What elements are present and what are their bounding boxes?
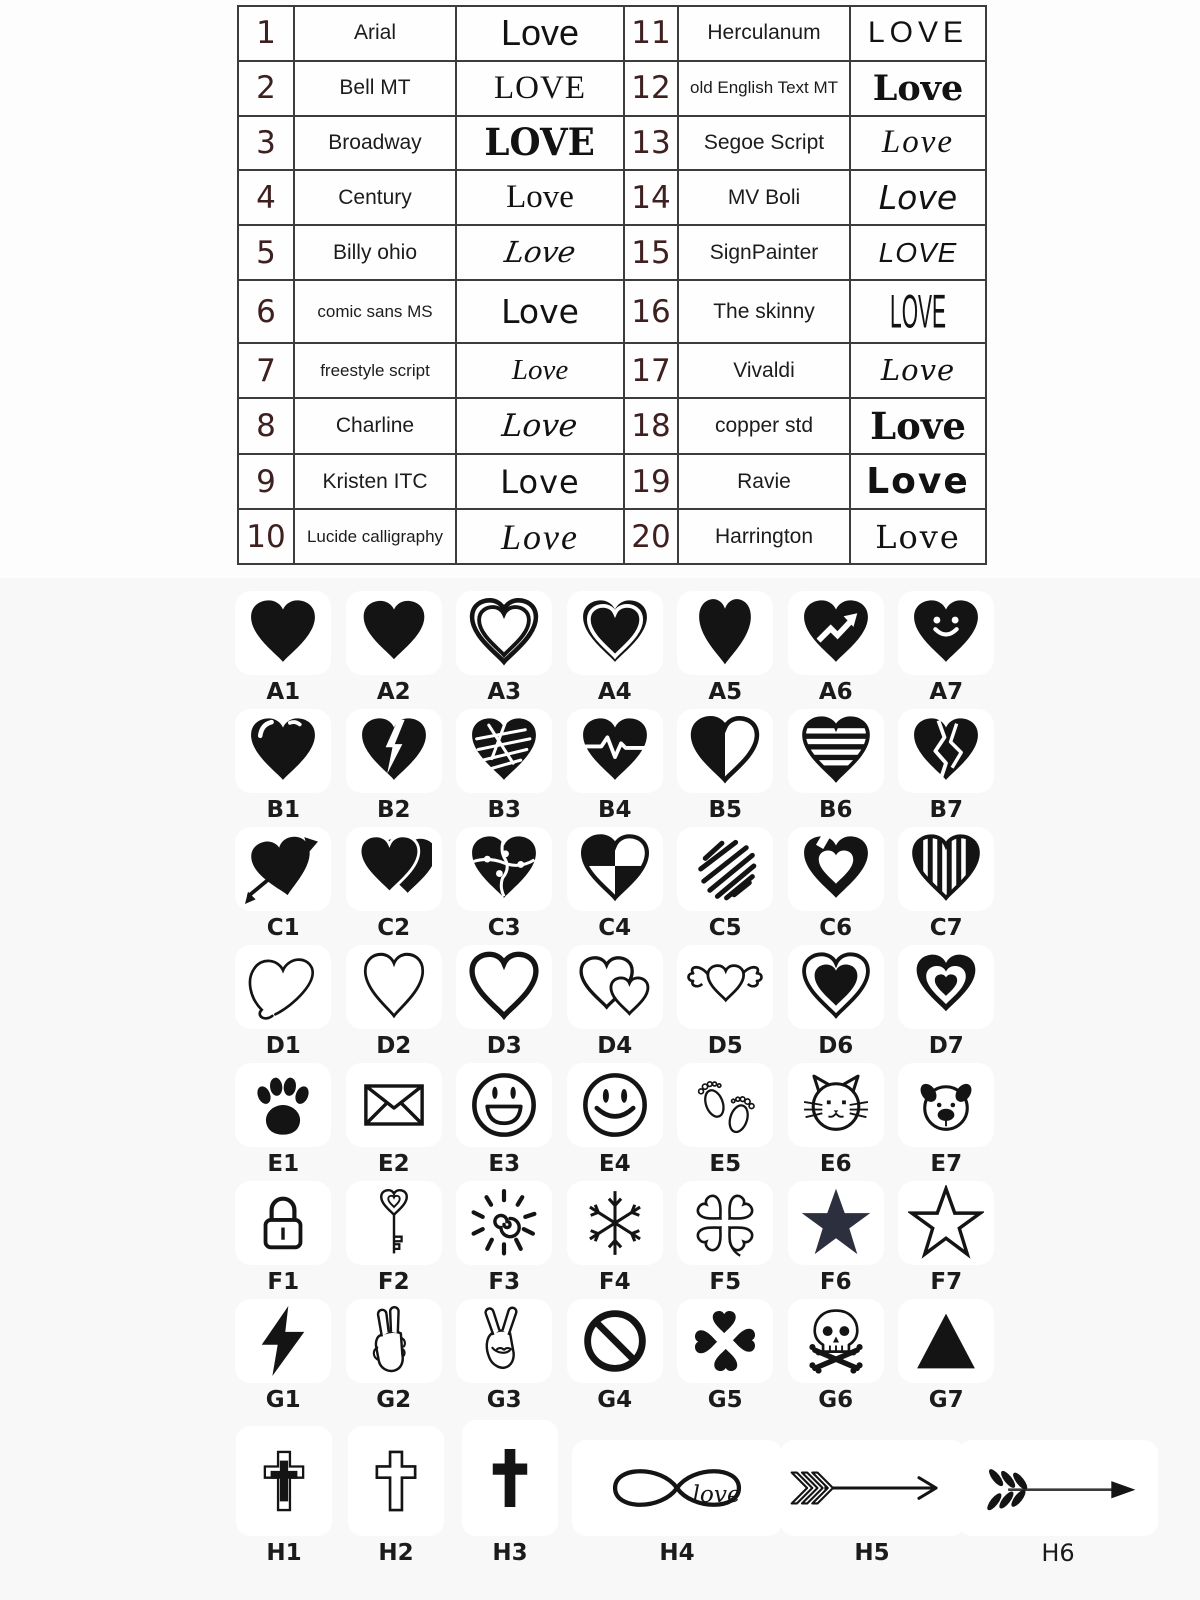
font-name: MV Boli [678, 170, 850, 225]
font-number: 2 [238, 61, 294, 116]
symbol-label: B4 [597, 797, 632, 823]
heart-horizontal-stripes-icon [788, 709, 884, 793]
symbol-cell [560, 588, 671, 706]
font-preview: LOVE [456, 116, 624, 171]
symbol-label: C2 [377, 915, 411, 941]
heart-puzzle-icon [456, 827, 552, 911]
cross-solid-icon [462, 1420, 558, 1536]
font-number: 20 [624, 509, 678, 564]
heart-half-solid-icon [677, 709, 773, 793]
symbol-cell [228, 1296, 339, 1414]
infinity-word: love [692, 1480, 741, 1508]
symbol-label: F1 [267, 1269, 300, 1295]
prohibition-sign-icon [567, 1299, 663, 1383]
font-number: 5 [238, 225, 294, 280]
symbol-cell [228, 1178, 339, 1296]
symbol-cell [449, 1060, 560, 1178]
symbol-cell [339, 706, 450, 824]
symbol-label: E5 [709, 1151, 742, 1177]
symbol-cell [339, 1060, 450, 1178]
symbol-label: G2 [376, 1387, 412, 1413]
font-name: The skinny [678, 280, 850, 343]
symbol-label: E1 [267, 1151, 300, 1177]
font-preview: Love [456, 280, 624, 343]
heart-arrow-pierced-icon [235, 827, 331, 911]
symbol-cell [228, 942, 339, 1060]
symbol-cell [891, 1296, 1002, 1414]
symbol-label: G7 [928, 1387, 964, 1413]
font-name: Vivaldi [678, 343, 850, 398]
font-number: 4 [238, 170, 294, 225]
symbol-cell [958, 1440, 1158, 1567]
symbol-label: G3 [486, 1387, 522, 1413]
symbol-label: A3 [487, 679, 522, 705]
chevron-arrow-icon [780, 1440, 965, 1536]
font-number: 6 [238, 280, 294, 343]
symbol-cell [781, 1178, 892, 1296]
symbol-label: C5 [708, 915, 742, 941]
symbol-label: B1 [266, 797, 301, 823]
font-name: Charline [294, 398, 456, 454]
font-row [238, 170, 986, 225]
clover-outline-icon [677, 1181, 773, 1265]
symbol-cell [449, 824, 560, 942]
heart-quartered-icon [567, 827, 663, 911]
font-preview: LOVE [850, 280, 986, 343]
symbol-label: B7 [929, 797, 964, 823]
symbol-cell [228, 1060, 339, 1178]
font-number: 16 [624, 280, 678, 343]
symbol-label: D7 [928, 1033, 964, 1059]
triangle-solid-icon [898, 1299, 994, 1383]
symbol-label: F6 [819, 1269, 852, 1295]
symbol-cell [560, 1178, 671, 1296]
star-outline-icon [898, 1181, 994, 1265]
symbol-row-h [228, 1420, 1158, 1567]
font-number: 3 [238, 116, 294, 171]
heart-scribble-cover-icon [456, 709, 552, 793]
font-number: 11 [624, 6, 678, 61]
symbol-label: H5 [854, 1540, 890, 1566]
font-preview: Love [456, 454, 624, 509]
symbol-label: A1 [266, 679, 301, 705]
font-name: Herculanum [678, 6, 850, 61]
font-preview: Love [850, 454, 986, 509]
symbol-cell [339, 1296, 450, 1414]
symbol-label: F4 [598, 1269, 631, 1295]
symbol-cell [891, 706, 1002, 824]
symbol-cell [891, 942, 1002, 1060]
smiley-face-icon [567, 1063, 663, 1147]
font-preview: Love [850, 343, 986, 398]
heart-solid-round-icon [346, 591, 442, 675]
symbol-cell [339, 942, 450, 1060]
font-preview: Love [456, 343, 624, 398]
symbol-cell [891, 1178, 1002, 1296]
symbol-label: H3 [492, 1540, 528, 1566]
heart-outline-solid-center-icon [788, 945, 884, 1029]
heart-trend-arrow-icon [788, 591, 884, 675]
symbol-cell [449, 942, 560, 1060]
symbol-cell [781, 588, 892, 706]
symbol-cell [781, 706, 892, 824]
font-name: freestyle script [294, 343, 456, 398]
symbol-cell [449, 1178, 560, 1296]
symbol-cell [670, 942, 781, 1060]
font-preview: Love [456, 6, 624, 61]
font-name: Billy ohio [294, 225, 456, 280]
symbol-cell [228, 706, 339, 824]
font-row [238, 280, 986, 343]
font-preview: LOVE [850, 6, 986, 61]
font-name: Arial [294, 6, 456, 61]
font-preview: Love [850, 170, 986, 225]
font-preview: Love [850, 116, 986, 171]
symbol-label: G6 [818, 1387, 854, 1413]
font-number: 12 [624, 61, 678, 116]
font-preview: Love [456, 170, 624, 225]
font-name: Ravie [678, 454, 850, 509]
symbol-label: B6 [818, 797, 853, 823]
symbol-label: H6 [1041, 1539, 1075, 1567]
font-number: 1 [238, 6, 294, 61]
font-preview: Love [456, 225, 624, 280]
heart-crack-icon [346, 709, 442, 793]
symbol-cell [560, 1060, 671, 1178]
symbol-label: E7 [930, 1151, 963, 1177]
heart-smiley-icon [898, 591, 994, 675]
symbol-label: A5 [708, 679, 743, 705]
symbol-cell [339, 824, 450, 942]
symbol-cell [228, 824, 339, 942]
baby-footprints-icon [677, 1063, 773, 1147]
symbol-cell [228, 588, 339, 706]
font-preview: Love [456, 398, 624, 454]
symbol-cell [560, 942, 671, 1060]
font-preview: Love [456, 509, 624, 564]
symbol-label: C1 [266, 915, 300, 941]
font-number: 13 [624, 116, 678, 171]
symbol-label: C3 [487, 915, 521, 941]
symbol-label: E6 [819, 1151, 852, 1177]
symbol-label: A7 [929, 679, 964, 705]
symbol-label: D3 [486, 1033, 522, 1059]
symbol-cell [781, 824, 892, 942]
symbol-label: E3 [488, 1151, 521, 1177]
font-row [238, 225, 986, 280]
font-row [238, 116, 986, 171]
symbol-label: D5 [707, 1033, 743, 1059]
symbol-label: E4 [598, 1151, 631, 1177]
symbol-cell [891, 588, 1002, 706]
font-preview: Love [850, 398, 986, 454]
font-number: 7 [238, 343, 294, 398]
font-number: 15 [624, 225, 678, 280]
symbol-label: C7 [929, 915, 963, 941]
symbol-cell [560, 824, 671, 942]
symbol-cell [560, 1296, 671, 1414]
font-name: Lucide calligraphy [294, 509, 456, 564]
symbol-cell [449, 706, 560, 824]
heart-ribbon-icon [788, 827, 884, 911]
font-preview: Love [850, 509, 986, 564]
symbol-label: D2 [376, 1033, 412, 1059]
cross-outline-icon [348, 1426, 444, 1536]
font-number: 8 [238, 398, 294, 454]
symbol-cell [568, 1440, 786, 1567]
heart-heartbeat-icon [567, 709, 663, 793]
symbol-cell [670, 588, 781, 706]
font-number: 9 [238, 454, 294, 509]
symbol-cell [891, 1060, 1002, 1178]
symbol-cell [781, 942, 892, 1060]
heart-outline-curl-icon [235, 945, 331, 1029]
symbol-cell [670, 706, 781, 824]
font-name: copper std [678, 398, 850, 454]
snowflake-icon [567, 1181, 663, 1265]
font-row [238, 343, 986, 398]
symbol-label: B5 [708, 797, 743, 823]
laughing-face-icon [456, 1063, 552, 1147]
symbol-label: A2 [376, 679, 411, 705]
font-name: comic sans MS [294, 280, 456, 343]
hearts-overlapping-outline-icon [567, 945, 663, 1029]
symbol-label: D1 [265, 1033, 301, 1059]
symbol-label: G1 [265, 1387, 301, 1413]
font-number: 19 [624, 454, 678, 509]
paw-print-icon [235, 1063, 331, 1147]
font-name: SignPainter [678, 225, 850, 280]
symbol-cell [781, 1296, 892, 1414]
symbol-label: F2 [377, 1269, 410, 1295]
symbol-cell [670, 1296, 781, 1414]
font-preview: LOVE [456, 61, 624, 116]
heart-shattered-icon [898, 709, 994, 793]
symbol-cell [449, 1296, 560, 1414]
cat-face-icon [788, 1063, 884, 1147]
hearts-overlapping-solid-icon [346, 827, 442, 911]
heart-shine-icon [235, 709, 331, 793]
heart-vertical-stripes-icon [898, 827, 994, 911]
symbol-label: F5 [709, 1269, 742, 1295]
doodle-sun-icon [456, 1181, 552, 1265]
font-name: Bell MT [294, 61, 456, 116]
font-row [238, 398, 986, 454]
symbol-label: C6 [819, 915, 853, 941]
symbol-cell [891, 824, 1002, 942]
symbol-label: F3 [488, 1269, 521, 1295]
font-number: 10 [238, 509, 294, 564]
lightning-bolt-icon [235, 1299, 331, 1383]
symbol-label: B3 [487, 797, 522, 823]
font-name: Broadway [294, 116, 456, 171]
dog-face-icon [898, 1063, 994, 1147]
symbol-cell [228, 1426, 340, 1567]
victory-hand-icon [346, 1299, 442, 1383]
symbol-cell [340, 1426, 452, 1567]
heart-inner-outline-icon [567, 591, 663, 675]
heart-outline-thick-icon [456, 945, 552, 1029]
heart-bullseye-icon [898, 945, 994, 1029]
symbol-label: D4 [597, 1033, 633, 1059]
symbol-label: G5 [707, 1387, 743, 1413]
font-name: Harrington [678, 509, 850, 564]
padlock-icon [235, 1181, 331, 1265]
heart-outline-thin-icon [346, 945, 442, 1029]
heart-key-icon [346, 1181, 442, 1265]
heart-solid-tall-icon [677, 591, 773, 675]
font-row [238, 61, 986, 116]
symbol-cell [449, 588, 560, 706]
font-number: 14 [624, 170, 678, 225]
heart-sketch-scribble-icon [677, 827, 773, 911]
star-solid-icon [788, 1181, 884, 1265]
symbol-label: H2 [378, 1540, 414, 1566]
font-row [238, 509, 986, 564]
heart-double-outline-icon [456, 591, 552, 675]
symbol-cell [781, 1060, 892, 1178]
font-number: 18 [624, 398, 678, 454]
symbol-label: E2 [377, 1151, 410, 1177]
symbol-cell [339, 588, 450, 706]
symbol-cell [670, 1178, 781, 1296]
feather-arrow-icon [958, 1440, 1158, 1536]
font-name: Segoe Script [678, 116, 850, 171]
symbol-label: F7 [930, 1269, 963, 1295]
font-row [238, 454, 986, 509]
infinity-love-icon [572, 1440, 782, 1536]
symbol-label: C4 [598, 915, 632, 941]
font-preview: LOVE [850, 225, 986, 280]
symbol-cell [560, 706, 671, 824]
symbol-label: A6 [818, 679, 853, 705]
symbol-cell [339, 1178, 450, 1296]
skull-crossbones-icon [788, 1299, 884, 1383]
symbol-label: B2 [376, 797, 411, 823]
envelope-icon [346, 1063, 442, 1147]
symbol-label: D6 [818, 1033, 854, 1059]
symbol-cell [452, 1420, 568, 1567]
font-preview: Love [850, 61, 986, 116]
symbol-grid [228, 588, 1002, 1414]
symbol-cell [786, 1440, 958, 1567]
symbol-label: H1 [266, 1540, 302, 1566]
symbol-chart [0, 578, 1200, 1600]
heart-solid-icon [235, 591, 331, 675]
symbol-cell [670, 1060, 781, 1178]
symbol-label: H4 [659, 1540, 695, 1566]
symbol-label: A4 [597, 679, 632, 705]
font-table [237, 5, 985, 565]
font-name: Century [294, 170, 456, 225]
clover-solid-icon [677, 1299, 773, 1383]
font-number: 17 [624, 343, 678, 398]
font-name: old English Text MT [678, 61, 850, 116]
heart-wings-icon [677, 945, 773, 1029]
victory-hand-alt-icon [456, 1299, 552, 1383]
font-row [238, 6, 986, 61]
symbol-cell [670, 824, 781, 942]
symbol-label: G4 [597, 1387, 633, 1413]
font-name: Kristen ITC [294, 454, 456, 509]
cross-double-icon [236, 1426, 332, 1536]
